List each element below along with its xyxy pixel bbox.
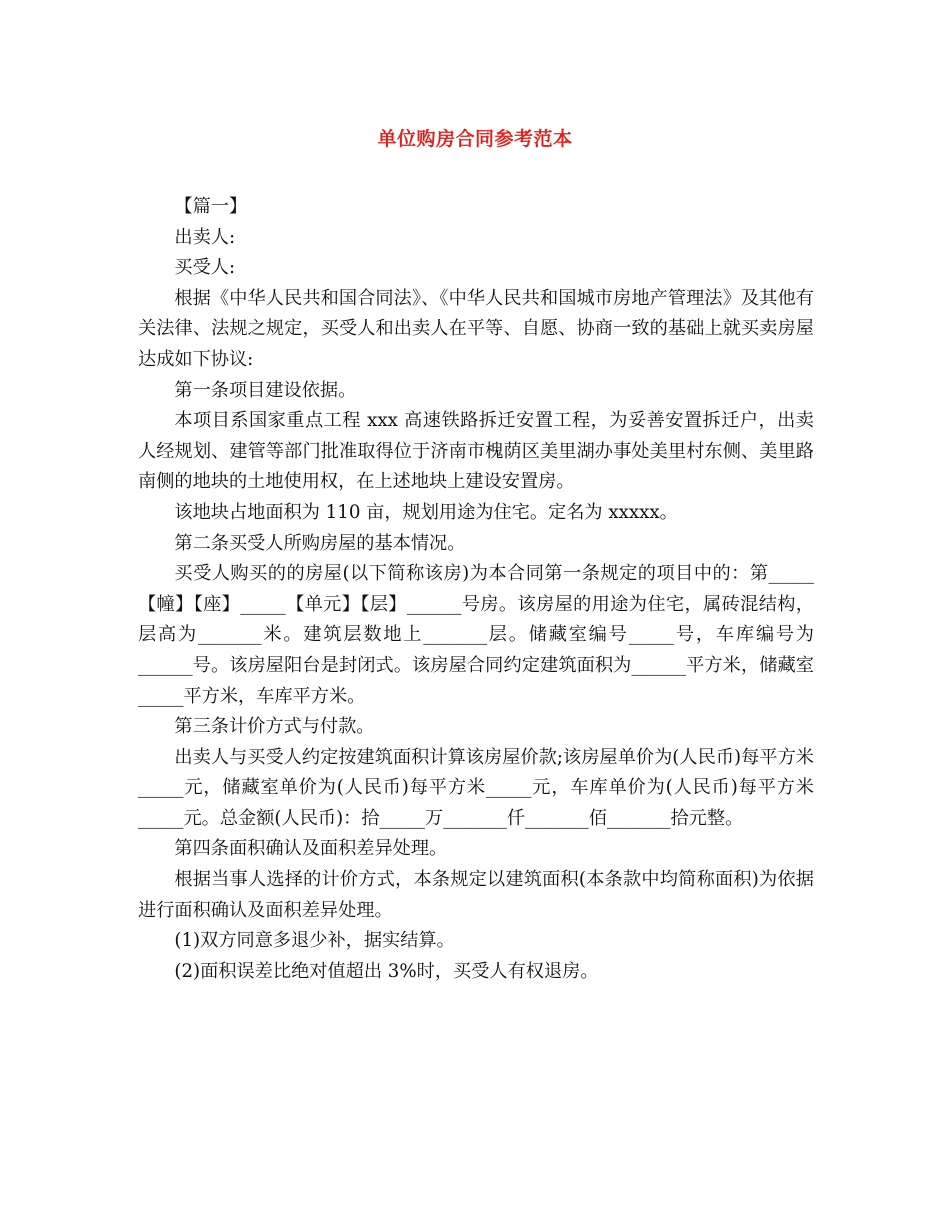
paragraph: 出卖人与买受人约定按建筑面积计算该房屋价款;该房屋单价为(人民币)每平方米_____元，储藏室单价为(人民币)每平方米_____元，车库单价为(人民币)每平方米_____元。总金额(人民币)：拾_____万_______仟_______佰_______拾元整。 [138, 746, 814, 829]
paragraph: 买受人购买的的房屋(以下简称该房)为本合同第一条规定的项目中的：第_____【幢】【座】_____【单元】【层】______号房。该房屋的用途为住宅，属砖混结构，层高为_______米。建筑层数地上_______层。储藏室编号_____号，车库编号为______号。该房屋阳台是封闭式。该房屋合同约定建筑面积为______平方米，储藏室_____平方米，车库平方米。 [138, 563, 814, 707]
paragraph: 第二条买受人所购房屋的基本情况。 [174, 532, 466, 554]
paragraph: 出卖人: [174, 226, 236, 248]
paragraph: 第三条计价方式与付款。 [174, 716, 375, 738]
document-title: 单位购房合同参考范本 [377, 128, 573, 150]
paragraph: 本项目系国家重点工程 xxx 高速铁路拆迁安置工程，为妥善安置拆迁户，出卖人经规划、建管等部门批准取得位于济南市槐荫区美里湖办事处美里村东侧、美里路南侧的地块的土地使用权，在上述地块上建设安置房。 [138, 410, 814, 493]
paragraph: 第四条面积确认及面积差异处理。 [174, 838, 448, 860]
document-body [138, 192, 814, 987]
paragraph: 该地块占地面积为 110 亩，规划用途为住宅。定名为 xxxxx。 [174, 501, 678, 523]
paragraph: 买受人: [174, 257, 236, 279]
paragraph: (2)面积误差比绝对值超出 3%时，买受人有权退房。 [174, 960, 599, 982]
paragraph: 【篇一】 [174, 196, 248, 217]
paragraph: 根据当事人选择的计价方式，本条规定以建筑面积(本条款中均简称面积)为依据进行面积确认及面积差异处理。 [138, 869, 814, 921]
paragraph: 第一条项目建设依据。 [174, 379, 357, 401]
paragraph: 根据《中华人民共和国合同法》、《中华人民共和国城市房地产管理法》及其他有关法律、法规之规定，买受人和出卖人在平等、自愿、协商一致的基础上就买卖房屋达成如下协议: [138, 287, 814, 370]
paragraph: (1)双方同意多退少补，据实结算。 [174, 930, 455, 952]
